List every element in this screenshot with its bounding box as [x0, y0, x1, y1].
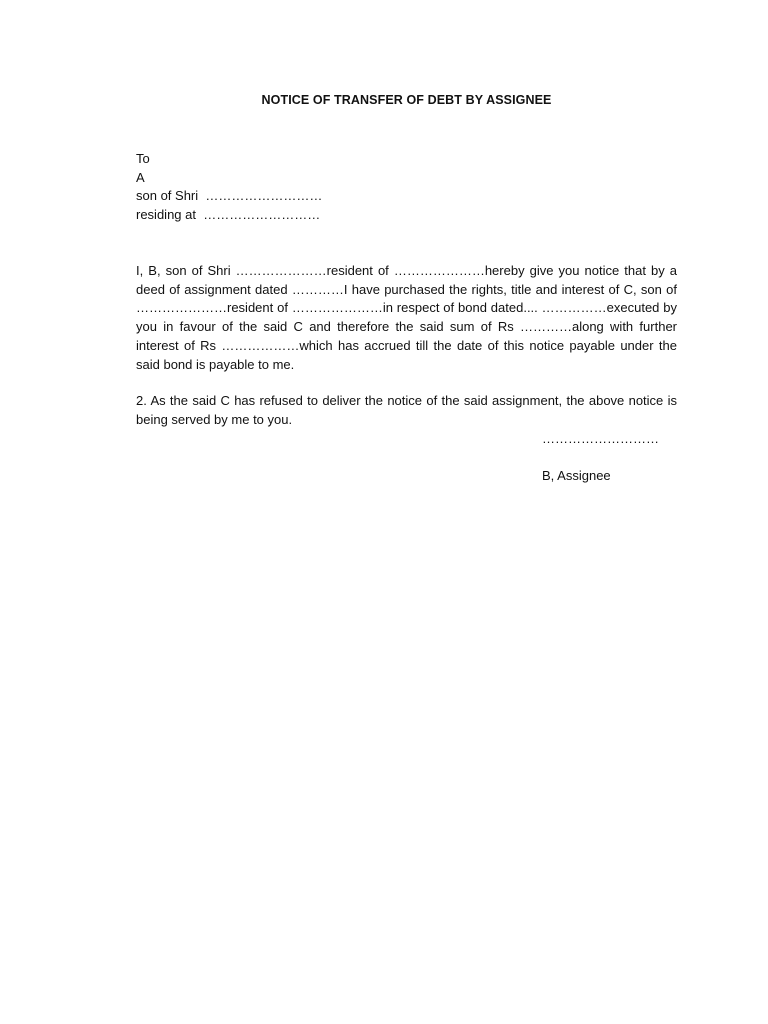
document-title: NOTICE OF TRANSFER OF DEBT BY ASSIGNEE	[261, 93, 552, 107]
address-block	[136, 150, 322, 224]
signature-line: ………………………	[542, 431, 659, 446]
signature-name: B, Assignee	[542, 468, 611, 483]
address-son-of: son of Shri ………………………	[136, 188, 323, 203]
address-to: To	[136, 151, 150, 166]
notice-paragraph-2: 2. As the said C has refused to deliver the notice of the said assignment, the above notice is being served by me to you.	[136, 393, 677, 427]
address-residing: residing at ………………………	[136, 206, 321, 222]
notice-paragraph-1: I, B, son of Shri …………………resident of …………………hereby give you notice that by a deed of assignment dated …………I have purchased the rights, title and interest of C, son of …………………resident of …………………in respect of bond dated.... ……………executed by you in favour of the said C and therefore the said sum of Rs …………along with further interest of Rs ………………which has accrued till the date of this notice payable under the said bond is payable to me.	[136, 263, 677, 372]
address-addressee: A	[136, 169, 145, 185]
